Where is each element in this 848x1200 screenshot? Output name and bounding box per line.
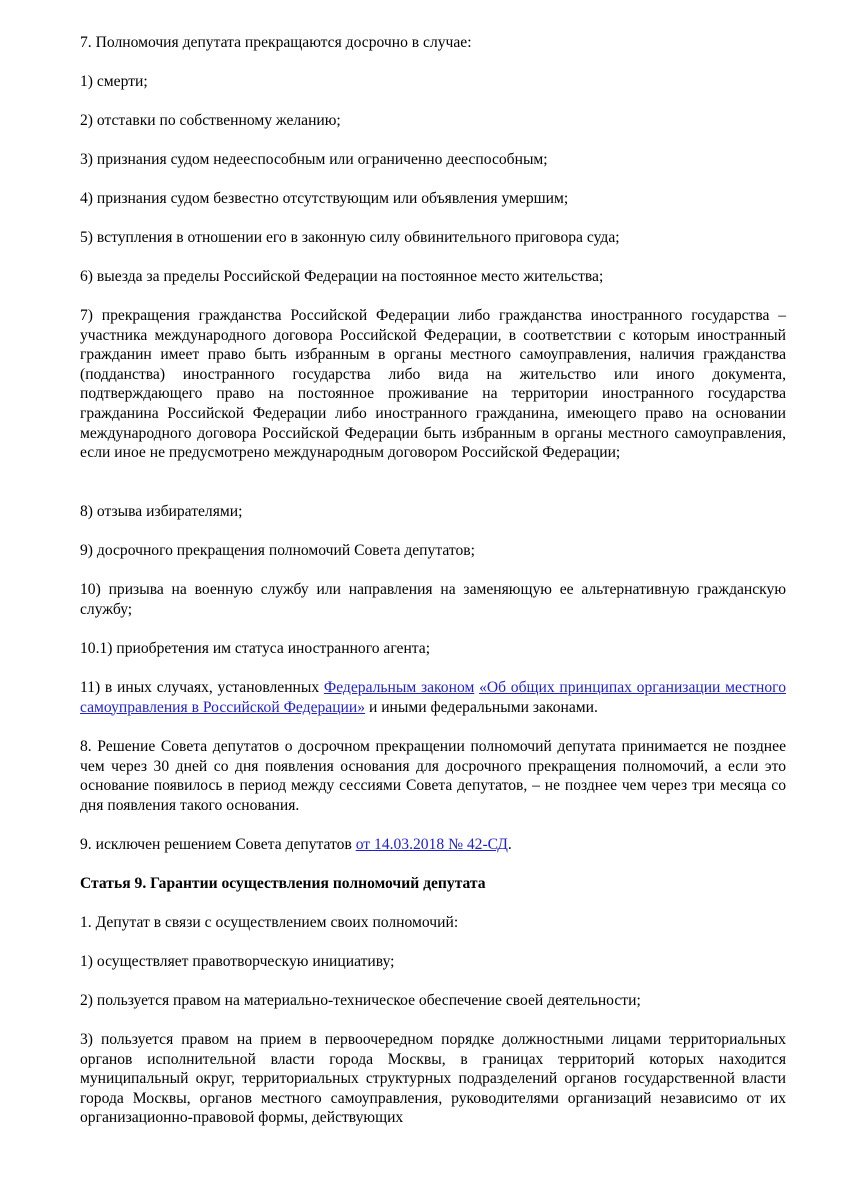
other-cases-suffix: и иными федеральными законами. [365,698,598,716]
article-9-heading: Статья 9. Гарантии осуществления полномочий депутата [80,875,486,892]
federal-law-link[interactable]: Федеральным законом [323,679,475,696]
paragraph-9-prefix: 9. исключен решением Совета депутатов [80,836,356,853]
list-item-material-support: 2) пользуется правом на материально-техническое обеспечение своей деятельности; [80,992,641,1009]
law-title-link[interactable]: «Об общих принципах организации местного самоуправления в Российской Федерации» [80,679,786,716]
list-item-citizenship: 7) прекращения гражданства Российской Федерации либо гражданства иностранного государства – участника международного договора Российской Федерации, в соответствии с которым иностранный гражданин имеет право быть избранным в органы местного самоуправления, наличия гражданства (подданства) иностранного государства либо вида на жительство или иного документа, подтверждающего право на постоянное проживание на территории иностранного государства гражданина Российской Федерации либо иностранного гражданина, имеющего право на основании международного договора Российской Федерации быть избранным в органы местного самоуправления, если иное не предусмотрено международным договором Российской Федерации; [80,307,786,462]
list-item-missing: 4) признания судом безвестно отсутствующим или объявления умершим; [80,190,569,207]
paragraph-7-intro: 7. Полномочия депутата прекращаются досрочно в случае: [80,34,472,51]
list-item-conviction: 5) вступления в отношении его в законную силу обвинительного приговора суда; [80,229,620,246]
paragraph-9: 9. исключен решением Совета депутатов от 14.03.2018 № 42-СД. [80,836,512,853]
list-item-incapacity: 3) признания судом недееспособным или ограниченно дееспособным; [80,151,548,168]
list-item-priority-reception: 3) пользуется правом на прием в первоочередном порядке должностными лицами территориальных органов исполнительной власти города Москвы, в границах территорий которых находится муниципальный округ, территориальных структурных подразделений органов государственной власти города Москвы, органов местного самоуправления, руководителями организаций независимо от их организационно-правовой формы, действующих [80,1031,786,1127]
list-item-other-cases [80,678,786,717]
list-item-initiative: 1) осуществляет правотворческую инициативу; [80,953,395,970]
list-item-resignation: 2) отставки по собственному желанию; [80,112,341,129]
decision-link[interactable]: от 14.03.2018 № 42-СД [355,836,508,853]
list-item-council-termination: 9) досрочного прекращения полномочий Совета депутатов; [80,542,475,559]
list-item-emigration: 6) выезда за пределы Российской Федерации на постоянное место жительства; [80,268,604,285]
list-item-foreign-agent: 10.1) приобретения им статуса иностранного агента; [80,640,431,657]
list-item-recall: 8) отзыва избирателями; [80,503,243,520]
list-item-military-service: 10) призыва на военную службу или направления на заменяющую ее альтернативную гражданскую службу; [80,581,786,618]
paragraph-1-intro: 1. Депутат в связи с осуществлением своих полномочий: [80,914,459,931]
other-cases-prefix: 11) в иных случаях, установленных [80,679,324,696]
paragraph-8: 8. Решение Совета депутатов о досрочном прекращении полномочий депутата принимается не позднее чем через 30 дней со дня появления основания для досрочного прекращения полномочий, а если это основание появилось в период между сессиями Совета депутатов, – не позднее чем через три месяца со дня появления такого основания. [80,738,786,814]
list-item-death: 1) смерти; [80,73,148,90]
